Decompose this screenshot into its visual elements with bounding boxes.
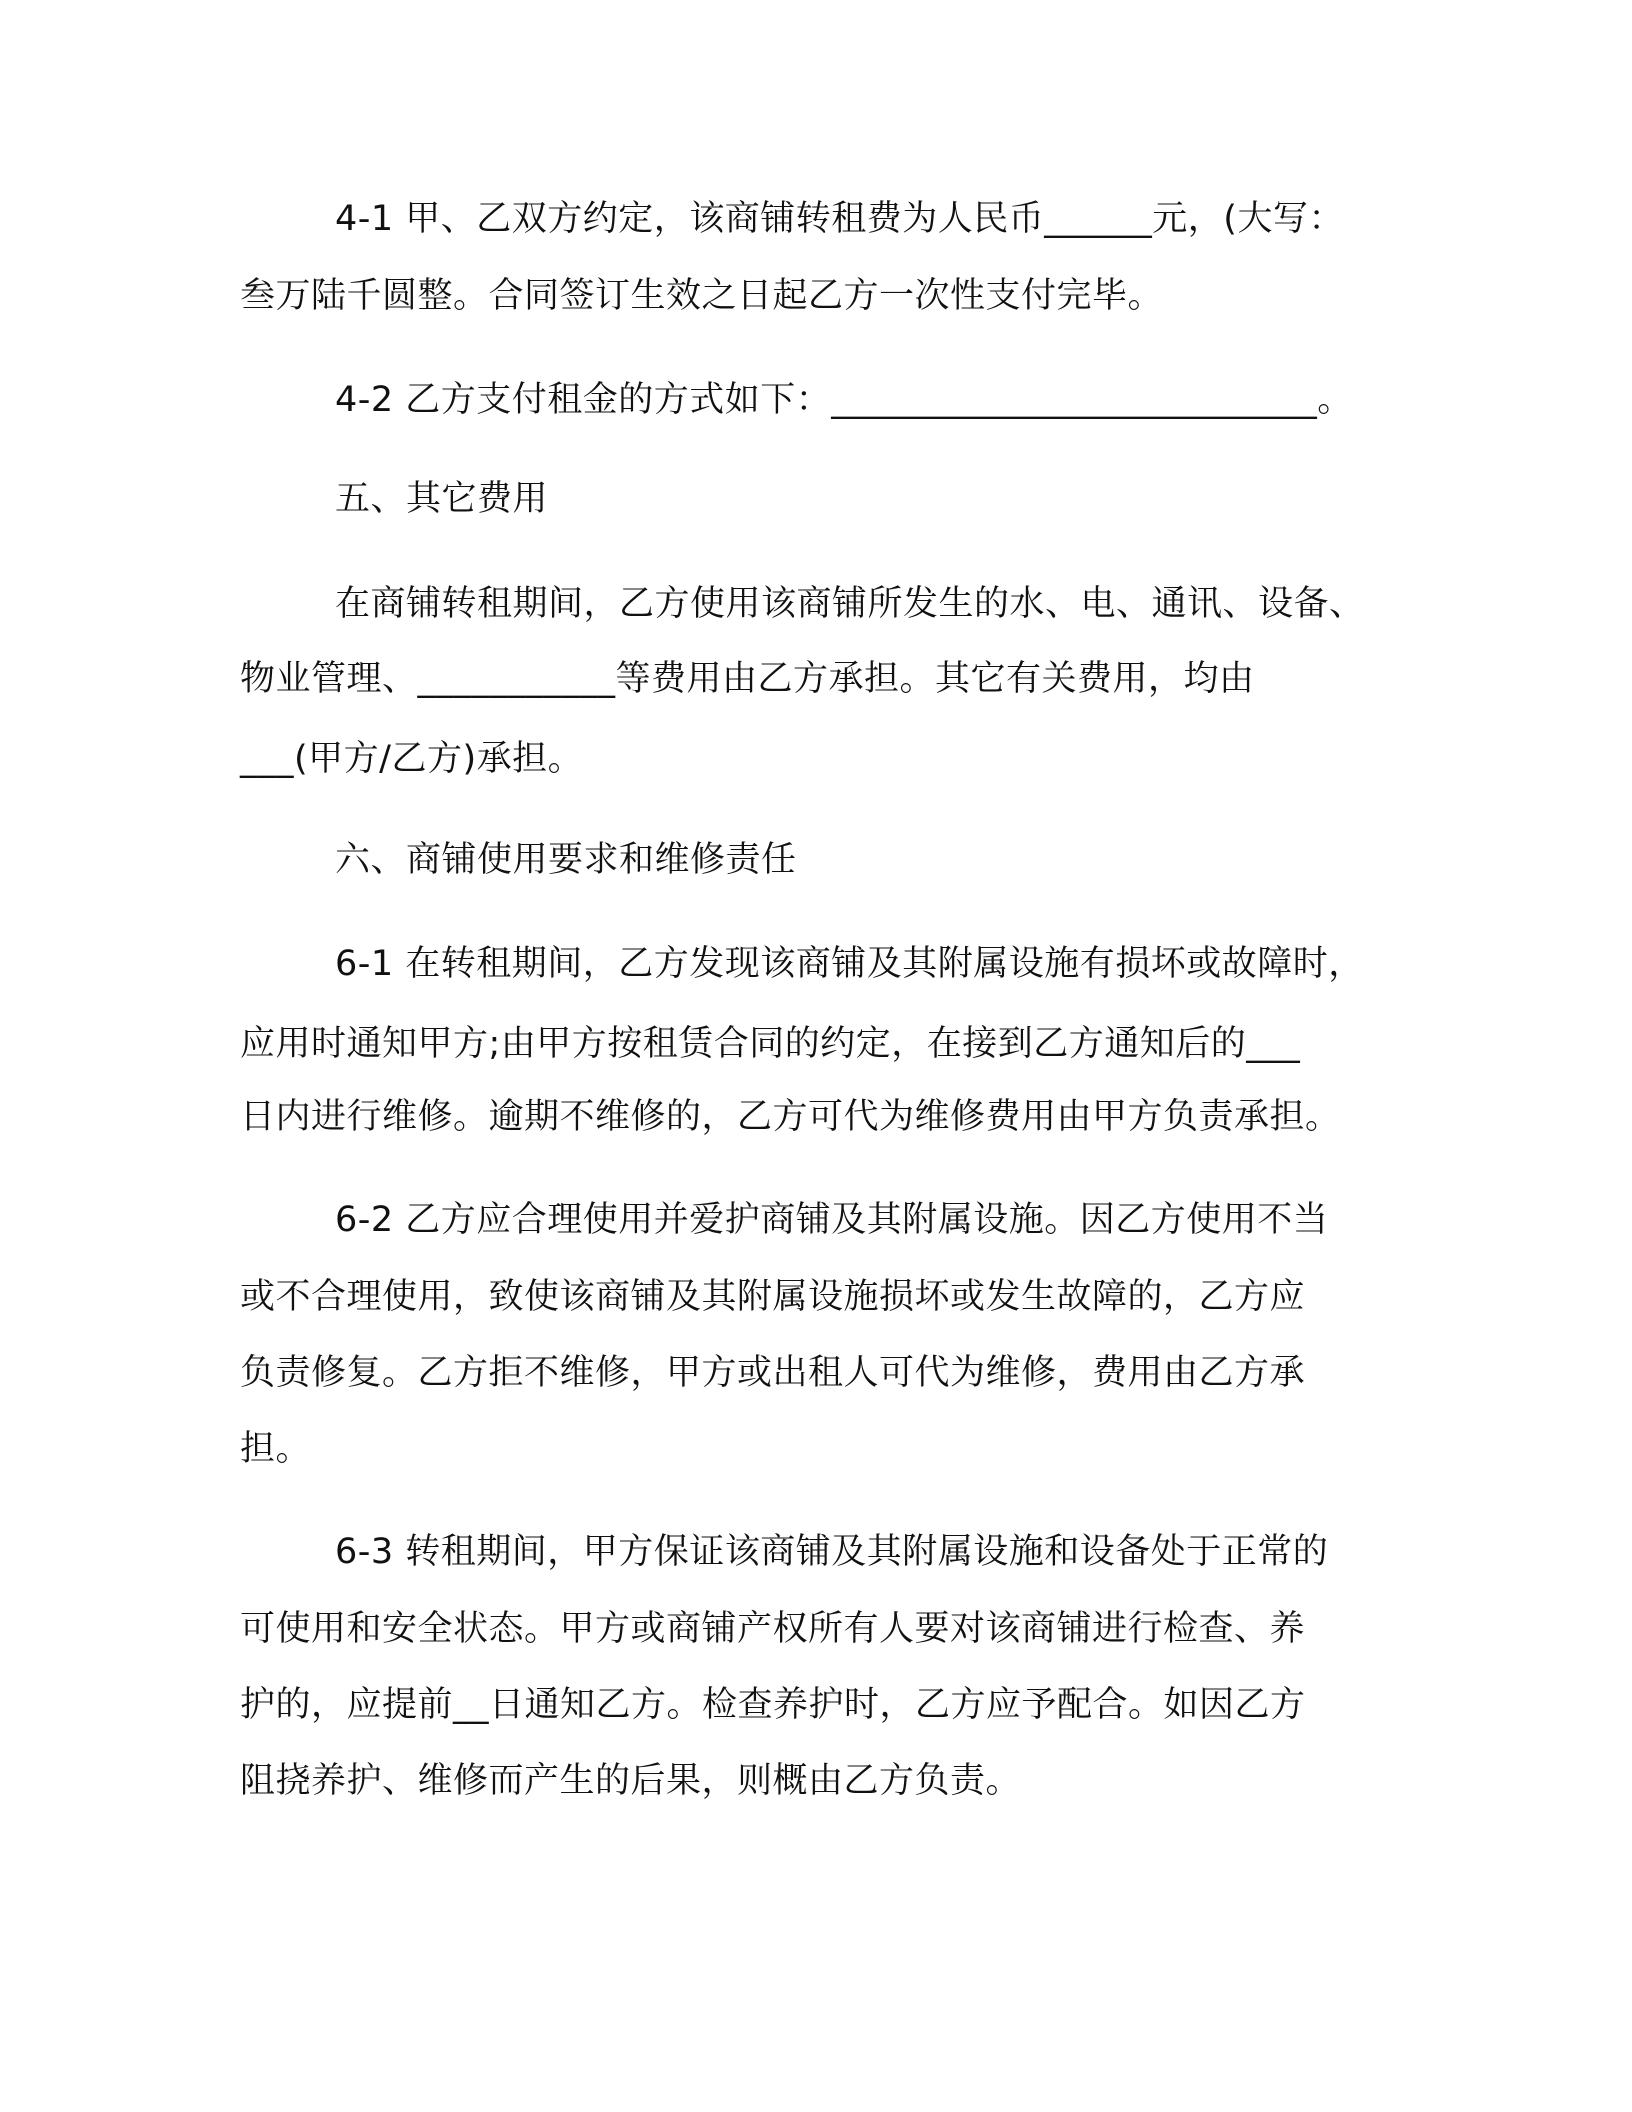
clause-4-1-line-2: 叁万陆千圆整。合同签订生效之日起乙方一次性支付完毕。 bbox=[240, 276, 1164, 316]
clause-6-2-line-1: 6-2 乙方应合理使用并爱护商铺及其附属设施。因乙方使用不当 bbox=[335, 1200, 1329, 1240]
clause-6-3-line-3: 护的，应提前__日通知乙方。检查养护时，乙方应予配合。如因乙方 bbox=[240, 1685, 1306, 1725]
clause-6-2-line-3: 负责修复。乙方拒不维修，甲方或出租人可代为维修，费用由乙方承 bbox=[240, 1353, 1306, 1393]
clause-6-3-line-4: 阻挠养护、维修而产生的后果，则概由乙方负责。 bbox=[240, 1761, 1022, 1801]
clause-6-3-line-2: 可使用和安全状态。甲方或商铺产权所有人要对该商铺进行检查、养 bbox=[240, 1609, 1306, 1649]
clause-6-1-line-2: 应用时通知甲方;由甲方按租赁合同的约定，在接到乙方通知后的___ bbox=[240, 1024, 1301, 1064]
section-6-heading: 六、商铺使用要求和维修责任 bbox=[335, 840, 797, 880]
section-5-paragraph-line-1: 在商铺转租期间，乙方使用该商铺所发生的水、电、通讯、设备、 bbox=[335, 584, 1365, 624]
clause-6-2-line-2: 或不合理使用，致使该商铺及其附属设施损坏或发生故障的，乙方应 bbox=[240, 1277, 1306, 1317]
clause-6-1-line-1: 6-1 在转租期间，乙方发现该商铺及其附属设施有损坏或故障时， bbox=[335, 944, 1364, 984]
clause-4-2-line: 4-2 乙方支付租金的方式如下：___________________________。 bbox=[335, 380, 1353, 420]
section-5-heading: 五、其它费用 bbox=[335, 479, 549, 519]
clause-4-1-line-1: 4-1 甲、乙双方约定，该商铺转租费为人民币______元，(大写： bbox=[335, 199, 1344, 239]
clause-6-2-line-4: 担。 bbox=[240, 1429, 312, 1469]
section-5-paragraph-line-3: ___(甲方/乙方)承担。 bbox=[240, 739, 584, 779]
clause-6-3-line-1: 6-3 转租期间，甲方保证该商铺及其附属设施和设备处于正常的 bbox=[335, 1532, 1329, 1572]
clause-6-1-line-3: 日内进行维修。逾期不维修的，乙方可代为维修费用由甲方负责承担。 bbox=[240, 1097, 1341, 1137]
section-5-paragraph-line-2: 物业管理、___________等费用由乙方承担。其它有关费用，均由 bbox=[240, 659, 1255, 699]
